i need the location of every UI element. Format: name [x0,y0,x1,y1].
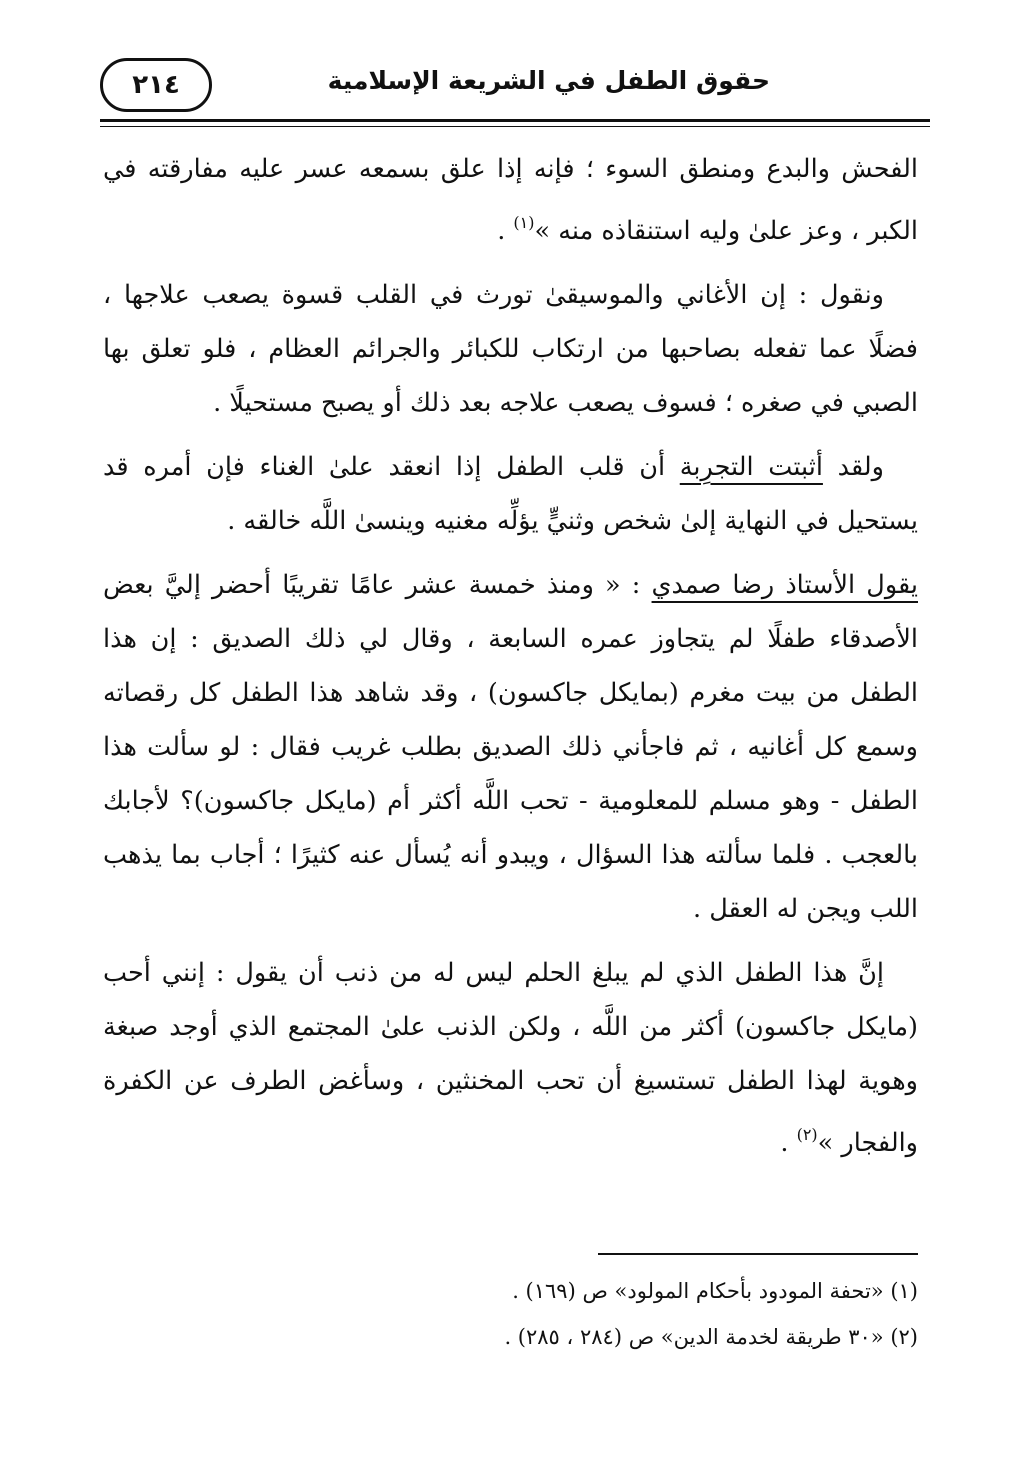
footnote-rule [598,1253,918,1255]
paragraph-3 [103,440,918,548]
paragraph-1-text: الفحش والبدع ومنطق السوء ؛ فإنه إذا علق بسمعه عسر عليه مفارقته في الكبر ، وعز علىٰ وليه استنقاذه منه » [103,154,918,246]
paragraph-4 [103,558,918,936]
body-text [103,142,918,1180]
paragraph-4-underlined: يقول الأستاذ رضا صمدي [651,570,918,600]
paragraph-5 [103,946,918,1170]
paragraph-3-underlined: أثبتت التجرِبة [679,452,823,482]
footnote-ref-2: (٢) [796,1125,818,1144]
footnotes [103,1268,918,1360]
running-title: حقوق الطفل في الشريعة الإسلامية [327,66,770,95]
paragraph-1-end: . [497,216,514,246]
paragraph-4-rest: : « ومنذ خمسة عشر عامًا تقريبًا أحضر إليَّ بعض الأصدقاء طفلًا لم يتجاوز عمره السابعة ، وقال لي ذلك الصديق : إن هذا الطفل من بيت مغرم (بمايكل جاكسون) ، وقد شاهد هذا الطفل كل رقصاته وسمع كل أغانيه ، ثم فاجأني ذلك الصديق بطلب غريب فقال : لو سألت هذا الطفل - وهو مسلم للمعلومية - تحب اللَّه أكثر أم (مايكل جاكسون)؟ لأجابك بالعجب . فلما سألته هذا السؤال ، ويبدو أنه يُسأل عنه كثيرًا ؛ أجاب بما يذهب اللب ويجن له العقل . [103,570,918,924]
header-rule-thin [100,126,930,127]
paragraph-5-text: إنَّ هذا الطفل الذي لم يبلغ الحلم ليس له من ذنب أن يقول : إنني أحب (مايكل جاكسون) أكثر من اللَّه ، ولكن الذنب علىٰ المجتمع الذي أوجد صبغة وهوية لهذا الطفل تستسيغ أن تحب المخنثين ، وسأغض الطرف عن الكفرة والفجار » [103,958,918,1158]
paragraph-2: ونقول : إن الأغاني والموسيقىٰ تورث في القلب قسوة يصعب علاجها ، فضلًا عما تفعله بصاحبها من ارتكاب للكبائر والجرائم العظام ، فلو تعلق بها الصبي في صغره ؛ فسوف يصعب علاجه بعد ذلك أو يصبح مستحيلًا . [103,280,918,418]
footnote-1: (١) «تحفة المودود بأحكام المولود» ص (١٦٩) . [512,1279,918,1303]
page-header [100,48,930,118]
footnote-ref-1: (١) [513,213,535,232]
paragraph-1 [103,142,918,258]
paragraph-5-end: . [780,1128,797,1158]
header-rule-thick [100,119,930,122]
paragraph-3-lead: ولقد [822,452,884,482]
paragraph-3-rest: أن قلب الطفل إذا انعقد علىٰ الغناء فإن أمره قد يستحيل في النهاية إلىٰ شخص وثنيٍّ يؤلِّه مغنيه وينسىٰ اللَّه خالقه . [103,452,918,536]
page-number: ٢١٤ [100,58,212,112]
footnote-2: (٢) «٣٠ طريقة لخدمة الدين» ص (٢٨٤ ، ٢٨٥) . [504,1325,918,1349]
